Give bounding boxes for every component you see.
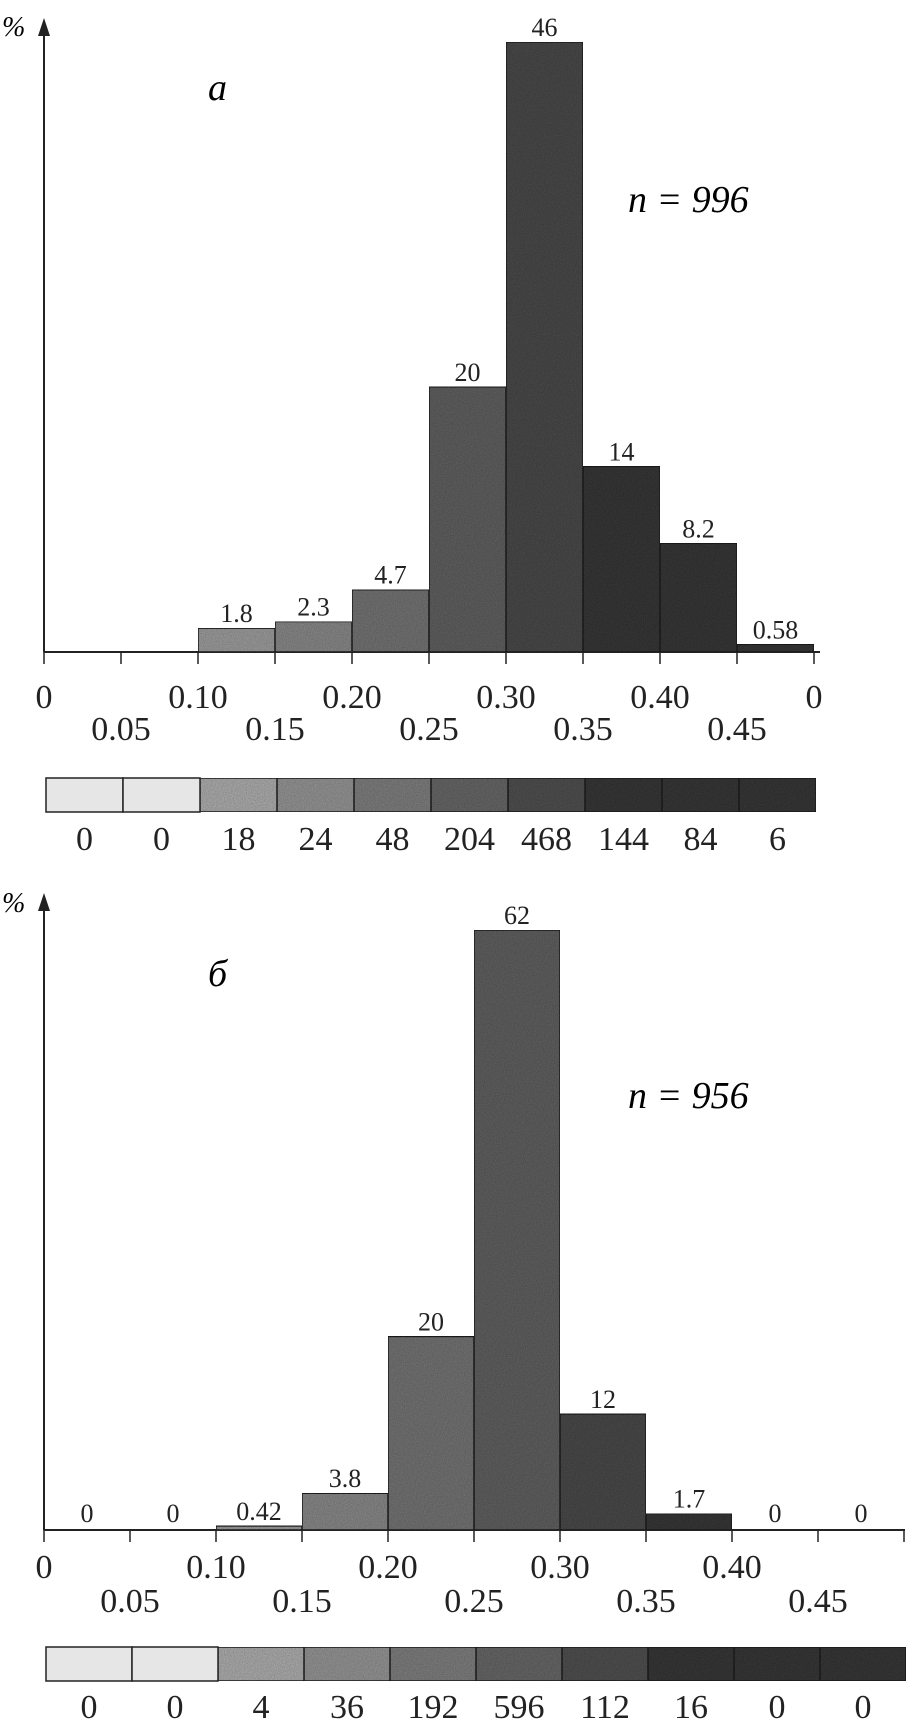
- x-tick-label-upper-1: 0.10: [186, 1549, 246, 1586]
- count-cell-7: [648, 1647, 734, 1681]
- bars-a: [198, 13, 814, 652]
- x-tick-label-upper-0: 0: [35, 679, 53, 716]
- x-tick-label-lower-1: 0.15: [272, 1583, 332, 1620]
- x-tick-label-lower-3: 0.35: [553, 711, 613, 748]
- count-label-0: 0: [76, 821, 93, 858]
- count-cell-2: [200, 778, 277, 812]
- count-label-0: 0: [80, 1689, 98, 1726]
- bar-value-label-4: 20: [418, 1307, 444, 1337]
- bars-b: [81, 901, 868, 1530]
- x-tick-label-lower-4: 0.45: [788, 1583, 848, 1620]
- bar-3: [302, 1493, 388, 1530]
- bar-value-label-6: 46: [531, 13, 558, 42]
- y-axis-arrow-a: [38, 18, 50, 36]
- count-cell-8: [662, 778, 739, 812]
- count-cell-9: [739, 778, 816, 812]
- count-cell-3: [304, 1647, 390, 1681]
- bar-7: [583, 466, 660, 652]
- bar-4: [388, 1336, 474, 1530]
- count-label-2: 18: [221, 821, 256, 858]
- y-unit-label-b: %: [2, 888, 26, 919]
- bar-value-label-5: 62: [504, 901, 530, 930]
- bar-value-label-7: 1.7: [672, 1484, 706, 1514]
- y-axis-arrow-b: [38, 893, 50, 911]
- bar-6: [560, 1414, 646, 1530]
- bar-7: [646, 1514, 732, 1530]
- x-tick-label-lower-4: 0.45: [707, 711, 767, 748]
- bar-value-label-2: 0.42: [236, 1496, 282, 1526]
- count-label-9: 6: [769, 821, 786, 858]
- bar-2: [216, 1526, 302, 1530]
- x-tick-label-upper-3: 0.30: [476, 679, 536, 716]
- count-cell-1: [123, 778, 200, 812]
- bar-value-label-8: 0: [768, 1499, 782, 1528]
- y-unit-label-a: %: [2, 12, 26, 43]
- count-label-1: 0: [153, 821, 170, 858]
- bar-value-label-6: 12: [590, 1384, 616, 1414]
- count-cell-5: [476, 1647, 562, 1681]
- count-label-7: 144: [598, 821, 649, 858]
- x-tick-label-upper-1: 0.10: [168, 679, 228, 716]
- x-tick-label-upper-4: 0.40: [702, 1549, 762, 1586]
- x-tick-label-upper-2: 0.20: [358, 1549, 418, 1586]
- count-label-4: 192: [407, 1689, 459, 1726]
- count-cell-2: [218, 1647, 304, 1681]
- bar-6: [506, 42, 583, 652]
- count-cell-6: [508, 778, 585, 812]
- count-cell-0: [46, 778, 123, 812]
- count-cell-8: [734, 1647, 820, 1681]
- bar-value-label-9: 0.58: [752, 615, 799, 645]
- bar-4: [352, 590, 429, 652]
- count-label-5: 204: [444, 821, 495, 858]
- panel-label-b: б: [208, 953, 228, 995]
- bar-value-label-0: 0: [80, 1499, 94, 1528]
- count-cell-4: [354, 778, 431, 812]
- x-tick-label-upper-4: 0.40: [630, 679, 690, 716]
- count-label-1: 0: [166, 1689, 184, 1726]
- count-label-8: 84: [683, 821, 718, 858]
- count-strip-b: [46, 1647, 906, 1726]
- x-tick-label-lower-0: 0.05: [100, 1583, 160, 1620]
- x-tick-label-upper-2: 0.20: [322, 679, 382, 716]
- count-label-6: 112: [580, 1689, 630, 1726]
- bar-value-label-4: 4.7: [374, 560, 407, 590]
- ticks-b: [36, 1530, 905, 1620]
- x-tick-label-upper-0: 0: [35, 1549, 53, 1586]
- bar-5: [429, 387, 506, 652]
- count-label-2: 4: [252, 1689, 270, 1726]
- count-label-3: 36: [330, 1689, 364, 1726]
- x-tick-label-lower-0: 0.05: [91, 711, 151, 748]
- count-cell-1: [132, 1647, 218, 1681]
- bar-value-label-2: 1.8: [220, 599, 253, 629]
- x-tick-label-lower-2: 0.25: [399, 711, 459, 748]
- bar-value-label-3: 3.8: [328, 1464, 362, 1494]
- x-tick-label-upper-5: 0: [805, 679, 823, 716]
- count-cell-9: [820, 1647, 906, 1681]
- count-label-7: 16: [674, 1689, 708, 1726]
- count-label-4: 48: [375, 821, 410, 858]
- x-tick-label-upper-3: 0.30: [530, 1549, 590, 1586]
- bar-value-label-3: 2.3: [297, 592, 330, 622]
- count-cell-4: [390, 1647, 476, 1681]
- bar-5: [474, 930, 560, 1530]
- bar-value-label-7: 14: [608, 437, 635, 467]
- bar-9: [737, 644, 814, 652]
- count-label-6: 468: [521, 821, 572, 858]
- count-label-8: 0: [768, 1689, 786, 1726]
- n-label-b: n = 956: [628, 1075, 749, 1117]
- count-label-5: 596: [493, 1689, 545, 1726]
- count-cell-7: [585, 778, 662, 812]
- bar-value-label-9: 0: [854, 1499, 868, 1528]
- count-cell-3: [277, 778, 354, 812]
- bar-2: [198, 628, 275, 652]
- bar-value-label-5: 20: [454, 357, 481, 387]
- panel-b: [2, 888, 906, 1726]
- bar-value-label-8: 8.2: [682, 514, 715, 544]
- panel-a: [2, 12, 823, 858]
- ticks-a: [36, 652, 823, 748]
- bar-8: [660, 543, 737, 652]
- n-label-a: n = 996: [628, 179, 749, 221]
- x-tick-label-lower-3: 0.35: [616, 1583, 676, 1620]
- bar-3: [275, 622, 352, 653]
- x-tick-label-lower-2: 0.25: [444, 1583, 504, 1620]
- count-label-3: 24: [298, 821, 333, 858]
- count-cell-6: [562, 1647, 648, 1681]
- panel-label-a: a: [208, 67, 227, 109]
- count-cell-5: [431, 778, 508, 812]
- count-strip-a: [46, 778, 816, 858]
- count-cell-0: [46, 1647, 132, 1681]
- count-label-9: 0: [854, 1689, 872, 1726]
- bar-value-label-1: 0: [166, 1499, 180, 1528]
- x-tick-label-lower-1: 0.15: [245, 711, 305, 748]
